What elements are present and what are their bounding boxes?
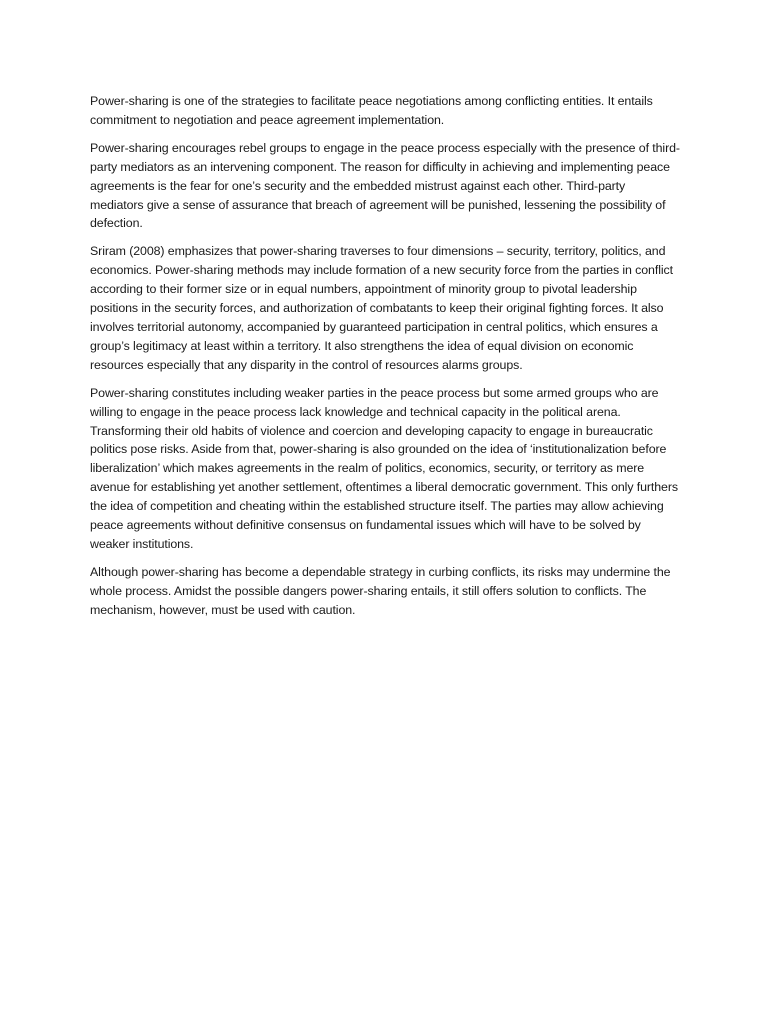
paragraph-2: Power-sharing encourages rebel groups to engage in the peace process especially with the presence of third-party mediators as an intervening component. The reason for difficulty in achieving and implementing peace agreements is the fear for one’s security and the embedded mistrust against each other. Third-party mediators give a sense of assurance that breach of agreement will be punished, lessening the possibility of defection. — [90, 140, 680, 231]
paragraph-5: Although power-sharing has become a dependable strategy in curbing conflicts, its risks may undermine the whole process. Amidst the possible dangers power-sharing entails, it still offers solution to conflicts. The mechanism, however, must be used with caution. — [90, 564, 671, 617]
paragraph-1: Power-sharing is one of the strategies to facilitate peace negotiations among conflicting entities. It entails commitment to negotiation and peace agreement implementation. — [90, 94, 653, 127]
paragraph-4: Power-sharing constitutes including weaker parties in the peace process but some armed groups who are willing to engage in the peace process lack knowledge and technical capacity in the political arena. Transforming their old habits of violence and coercion and developing capacity to engage in bureaucratic politics pose risks. Aside from that, power-sharing is also grounded on the idea of ‘institutionalization before liberalization’ which makes agreements in the realm of politics, economics, security, or territory as mere avenue for establishing yet another settlement, oftentimes a liberal democratic government. This only furthers the idea of competition and cheating within the established structure itself. The parties may allow achieving peace agreements without definitive consensus on fundamental issues which will have to be solved by weaker institutions. — [90, 385, 678, 551]
document-body — [90, 92, 680, 629]
paragraph-3: Sriram (2008) emphasizes that power-sharing traverses to four dimensions – security, territory, politics, and economics. Power-sharing methods may include formation of a new security force from the parties in conflict according to their former size or in equal numbers, appointment of minority group to pivotal leadership positions in the security forces, and authorization of combatants to keep their original fighting forces. It also involves territorial autonomy, accompanied by guaranteed participation in central politics, which ensures a group’s legitimacy at least within a territory. It also strengthens the idea of equal division on economic resources especially that any disparity in the control of resources alarms groups. — [90, 244, 673, 372]
